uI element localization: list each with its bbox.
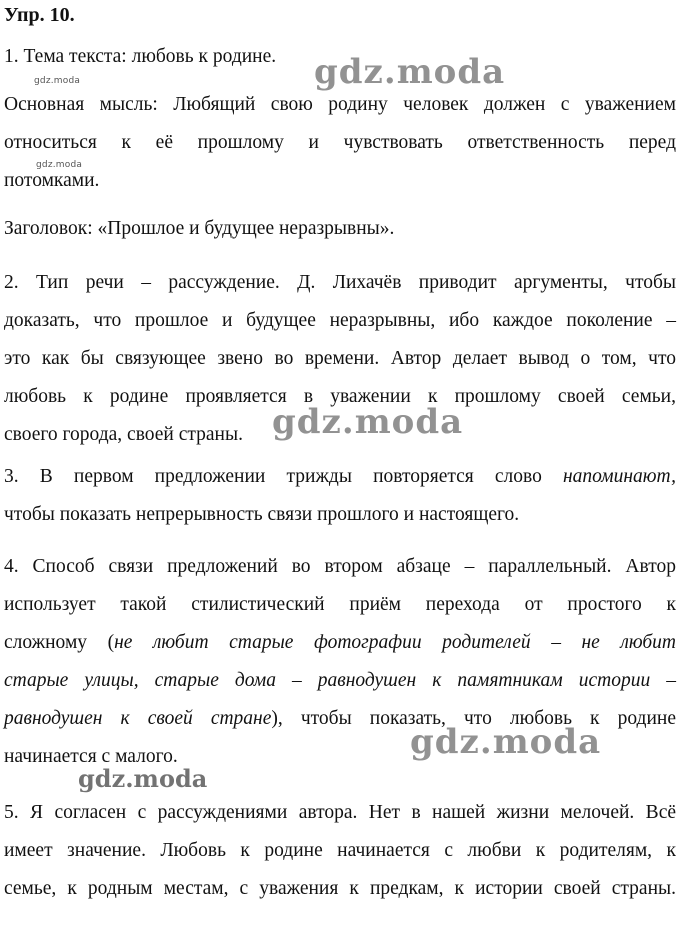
paragraph-repetition (4, 458, 676, 534)
text-line: 2. Тип речи – рассуждение. Д. Лихачёв приводит аргументы, чтобы (4, 272, 676, 293)
text-line: любовь к родине проявляется в уважении к прошлому своей семьи, (4, 386, 676, 407)
text-line: своего города, своей страны. (4, 424, 243, 445)
text-line (4, 624, 676, 662)
text-line: Заголовок: «Прошлое и будущее неразрывны». (4, 218, 395, 239)
watermark-small: gdz.moda (36, 160, 83, 170)
text-line: Основная мысль: Любящий свою родину человек должен с уважением (4, 94, 676, 115)
watermark-large: gdz.moda (272, 402, 464, 442)
text-line: 4. Способ связи предложений во втором абзаце – параллельный. Автор (4, 556, 676, 577)
text-line (4, 458, 676, 496)
italic-segment: равнодушен к своей стране (4, 708, 272, 729)
text-line: семье, к родным местам, с уважения к предкам, к истории своей страны. (4, 878, 676, 899)
text-line: имеет значение. Любовь к родине начинается с любви к родителям, к (4, 840, 676, 861)
text-segment: сложному ( (4, 632, 115, 653)
watermark-medium: gdz.moda (78, 764, 208, 793)
italic-segment: не любит старые фотографии родителей – не любит (114, 632, 676, 653)
watermark-small: gdz.moda (34, 76, 81, 86)
text-line (4, 662, 676, 700)
text-line: потомками. (4, 170, 100, 191)
exercise-title: Упр. 10. (4, 4, 75, 26)
text-line: использует такой стилистический приём перехода от простого к (4, 594, 676, 615)
italic-segment: старые улицы, старые дома – равнодушен к памятникам истории – (4, 670, 676, 691)
paragraph-main-idea (4, 86, 676, 200)
text-line: относиться к её прошлому и чувствовать ответственность перед (4, 132, 676, 153)
text-line: доказать, что прошлое и будущее неразрывны, ибо каждое поколение – (4, 310, 676, 331)
paragraph-opinion (4, 794, 676, 908)
paragraph-heading (4, 210, 676, 248)
text-line: 5. Я согласен с рассуждениями автора. Нет в нашей жизни мелочей. Всё (4, 802, 676, 823)
text-line: чтобы показать непрерывность связи прошлого и настоящего. (4, 504, 520, 525)
text-line: это как бы связующее звено во времени. Автор делает вывод о том, что (4, 348, 676, 369)
text-line: начинается с малого. (4, 746, 178, 767)
watermark-large: gdz.moda (314, 52, 506, 92)
text-segment: 3. В первом предложении трижды повторяется слово (4, 466, 563, 487)
text-segment: ), чтобы показать, что любовь к родине (271, 708, 676, 729)
italic-word: напоминают, (563, 466, 676, 487)
text-line: 1. Тема текста: любовь к родине. (4, 46, 277, 67)
watermark-large: gdz.moda (410, 722, 602, 762)
